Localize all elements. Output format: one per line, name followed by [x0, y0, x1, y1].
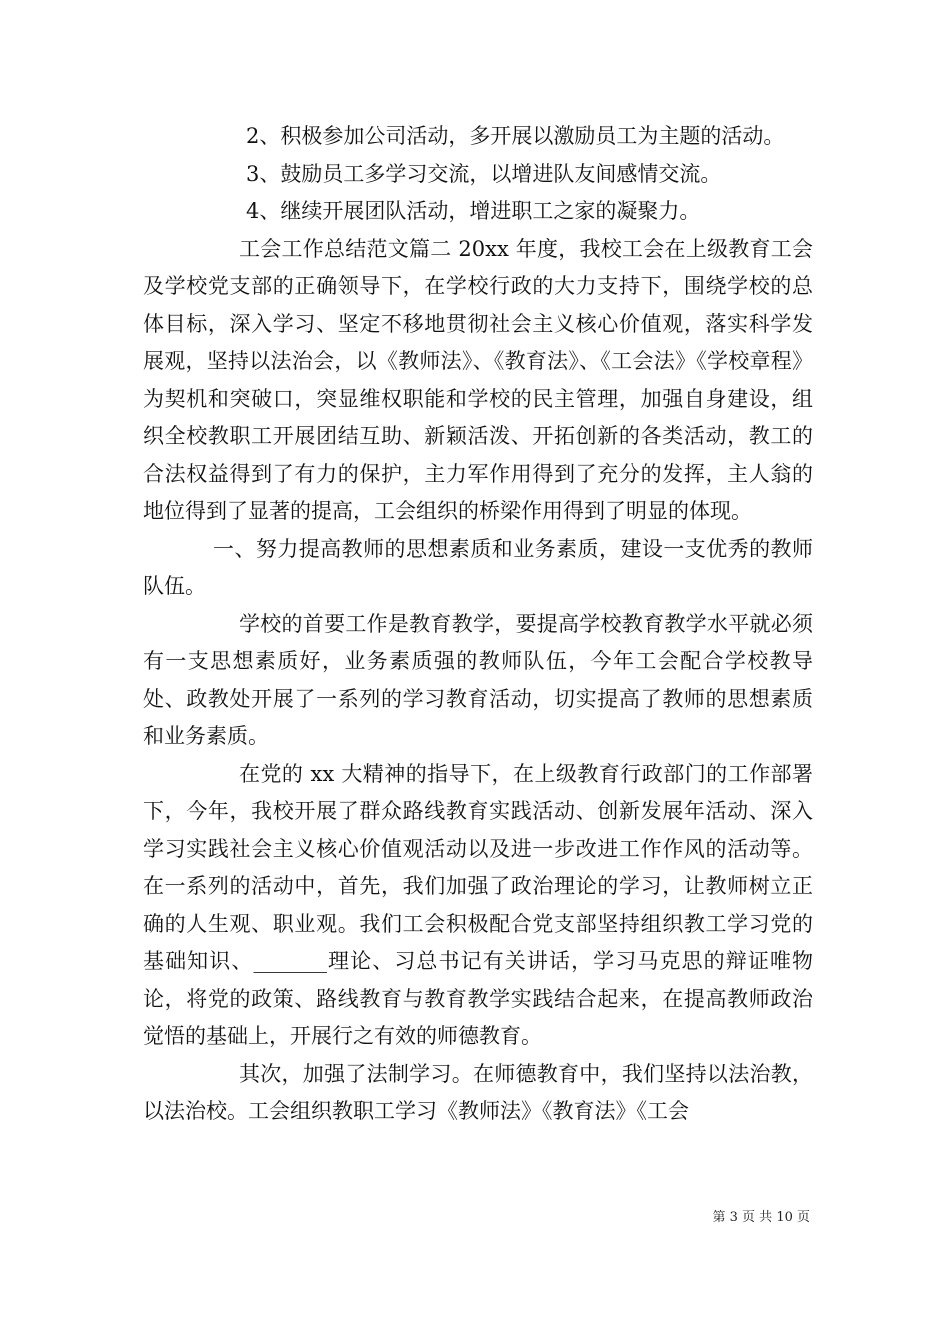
- paragraph: 在党的 xx 大精神的指导下，在上级教育行政部门的工作部署下，今年，我校开展了群众路线教育实践活动、创新发展年活动、深入学习实践社会主义核心价值观活动以及进一步改进工作作风的活动等。在一系列的活动中，首先，我们加强了政治理论的学习，让教师树立正确的人生观、职业观。我们工会积极配合党支部坚持组织教工学习党的基础知识、_______理论、习总书记有关讲话，学习马克思的辩证唯物论，将党的政策、路线教育与教育教学实践结合起来，在提高教师政治觉悟的基础上，开展行之有效的师德教育。: [143, 761, 813, 1048]
- list-item: 3、鼓励员工多学习交流，以增进队友间感情交流。: [246, 161, 722, 186]
- paragraph: 其次，加强了法制学习。在师德教育中，我们坚持以法治教，以法治校。工会组织教职工学习《教师法》《教育法》《工会: [143, 1061, 813, 1123]
- paragraph: 工会工作总结范文篇二 20xx 年度，我校工会在上级教育工会及学校党支部的正确领导下，在学校行政的大力支持下，围绕学校的总体目标，深入学习、坚定不移地贯彻社会主义核心价值观，落实科学发展观，坚持以法治会，以《教师法》、《教育法》、《工会法》《学校章程》为契机和突破口，突显维权职能和学校的民主管理，加强自身建设，组织全校教职工开展团结互助、新颖活泼、开拓创新的各类活动，教工的合法权益得到了有力的保护，主力军作用得到了充分的发挥，主人翁的地位得到了显著的提高，工会组织的桥梁作用得到了明显的体现。: [143, 236, 813, 523]
- list-item: 4、继续开展团队活动，增进职工之家的凝聚力。: [246, 199, 701, 223]
- paragraph: 学校的首要工作是教育教学，要提高学校教育教学水平就必须有一支思想素质好，业务素质强的教师队伍，今年工会配合学校教导处、政教处开展了一系列的学习教育活动，切实提高了教师的思想素质和业务素质。: [143, 611, 813, 748]
- list-item: 2、积极参加公司活动，多开展以激励员工为主题的活动。: [246, 124, 785, 148]
- page-number: 第 3 页 共 10 页: [712, 1210, 810, 1225]
- body-text: [143, 118, 813, 1131]
- section-heading: 一、努力提高教师的思想素质和业务素质，建设一支优秀的教师队伍。: [143, 536, 813, 598]
